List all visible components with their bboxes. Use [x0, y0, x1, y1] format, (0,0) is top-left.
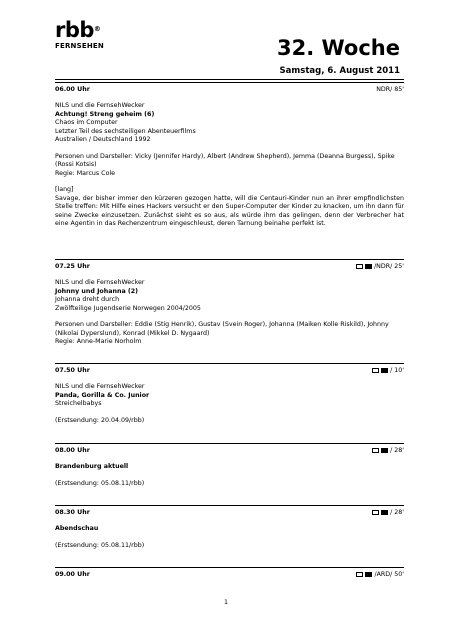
program-channel-duration: /NDR/ 25' — [374, 263, 404, 270]
program-time-bar — [55, 505, 404, 517]
program-info-line: Zwölfteilige Jugendserie Norwegen 2004/2005 — [55, 304, 201, 312]
program-description: Savage, der bisher immer den kürzeren gezogen hatte, will die Centauri-Kinder nun an ihrer empfindlichsten Stelle treffen: Mit Hilfe eines Hackers versucht er den Super-Computer der Kinder zu knacken, um ihn dann für seine Zwecke einzusetzen. Zunächst sieht es so aus, als würde ihm das gelingen, denn der Verbrecher hat eine Agentin in das Rechenzentrum eingeschleust, deren Tarnung beinahe perfekt ist. — [55, 194, 404, 228]
program-time: 07.50 Uhr — [55, 367, 90, 374]
program-meta — [372, 446, 404, 455]
format-filled-icon — [381, 368, 388, 373]
program-time: 08.00 Uhr — [55, 447, 90, 454]
program-info-line — [55, 534, 404, 542]
program-info-line: Australien / Deutschland 1992 — [55, 136, 151, 144]
format-outline-icon — [356, 264, 363, 269]
spacer — [55, 94, 404, 102]
program-time: 06.00 Uhr — [55, 86, 90, 93]
format-filled-icon — [381, 510, 388, 515]
spacer — [55, 579, 404, 587]
program-meta — [376, 85, 404, 94]
program-info-line: NILS und die FernsehWecker — [55, 279, 145, 287]
program-info-line: (Nikolai Dyperslund), Konrad (Mikkel D. Nygaard) — [55, 329, 210, 337]
logo-wordmark: rbb® — [55, 18, 101, 42]
format-filled-icon — [365, 572, 372, 577]
program-entry — [55, 363, 404, 425]
week-title: 32. Woche — [277, 36, 400, 60]
broadcast-date: Samstag, 6. August 2011 — [279, 66, 400, 76]
program-meta — [372, 508, 404, 517]
program-info-line: Streichelbabys — [55, 400, 102, 408]
format-outline-icon — [372, 510, 379, 515]
program-info-line: Regie: Marcus Cole — [55, 169, 116, 177]
program-info-line: Johanna dreht durch — [55, 296, 120, 304]
program-entry — [55, 259, 404, 347]
format-outline-icon — [372, 368, 379, 373]
program-time: 07.25 Uhr — [55, 263, 90, 270]
header-rule — [55, 79, 404, 80]
program-meta — [372, 366, 404, 375]
logo-subtitle: FERNSEHEN — [55, 42, 104, 50]
page-number: 1 — [223, 599, 228, 606]
spacer — [55, 271, 404, 279]
program-time-bar — [55, 82, 404, 94]
program-info-line: NILS und die FernsehWecker — [55, 383, 145, 391]
program-info-line: Regie: Anne-Marie Norholm — [55, 338, 142, 346]
program-time: 08.30 Uhr — [55, 509, 90, 516]
program-time-bar — [55, 363, 404, 375]
program-title: Panda, Gorilla & Co. Junior — [55, 391, 150, 399]
program-title: Brandenburg aktuell — [55, 463, 129, 471]
program-info-line: (Rossi Kotsis) — [55, 161, 97, 169]
program-info-line: (Erstsendung: 05.08.11/rbb) — [55, 480, 145, 488]
program-info-line: (Erstsendung: 20.04.09/rbb) — [55, 417, 145, 424]
program-info-line — [55, 313, 404, 321]
program-info-line — [55, 472, 404, 480]
spacer — [55, 455, 404, 463]
program-entry — [55, 82, 404, 228]
program-info-line: Letzter Teil des sechsteiligen Abenteuerfilms — [55, 127, 196, 135]
program-meta — [356, 262, 404, 271]
rbb-logo — [55, 20, 115, 50]
spacer — [55, 375, 404, 383]
program-channel-duration: NDR/ 85' — [376, 86, 404, 93]
program-info-line: [lang] — [55, 186, 74, 194]
program-channel-duration: / 28' — [390, 509, 404, 516]
program-channel-duration: / 28' — [390, 447, 404, 454]
program-title: Abendschau — [55, 525, 99, 533]
program-entry — [55, 505, 404, 551]
program-channel-duration: / 10' — [390, 367, 404, 374]
program-info-line — [55, 144, 404, 152]
program-entry — [55, 567, 404, 587]
program-title: Johnny und Johanna (2) — [55, 287, 139, 295]
program-info-line: Chaos im Computer — [55, 119, 118, 127]
program-channel-duration: /ARD/ 50' — [374, 571, 404, 578]
program-meta — [356, 570, 404, 579]
program-time-bar — [55, 443, 404, 455]
program-title: Achtung! Streng geheim (6) — [55, 110, 155, 118]
spacer — [55, 517, 404, 525]
program-time-bar — [55, 567, 404, 579]
program-info-line: Personen und Darsteller: Vicky (Jennifer Hardy), Albert (Andrew Shepherd), Jemma (Deanna Burgess), Spike — [55, 152, 395, 160]
program-info-line: (Erstsendung: 05.08.11/rbb) — [55, 542, 145, 550]
program-time-bar — [55, 259, 404, 271]
format-outline-icon — [356, 572, 363, 577]
program-time: 09.00 Uhr — [55, 571, 90, 578]
program-entry — [55, 443, 404, 489]
format-filled-icon — [381, 448, 388, 453]
format-filled-icon — [365, 264, 372, 269]
format-outline-icon — [372, 448, 379, 453]
program-info-line: NILS und die FernsehWecker — [55, 102, 145, 110]
program-info-line: Personen und Darsteller: Eddie (Stig Henrik), Gustav (Svein Roger), Johanna (Maiken Kolle Riskild), Johnny — [55, 321, 389, 329]
program-info-line — [55, 409, 404, 417]
program-info-line — [55, 178, 404, 186]
